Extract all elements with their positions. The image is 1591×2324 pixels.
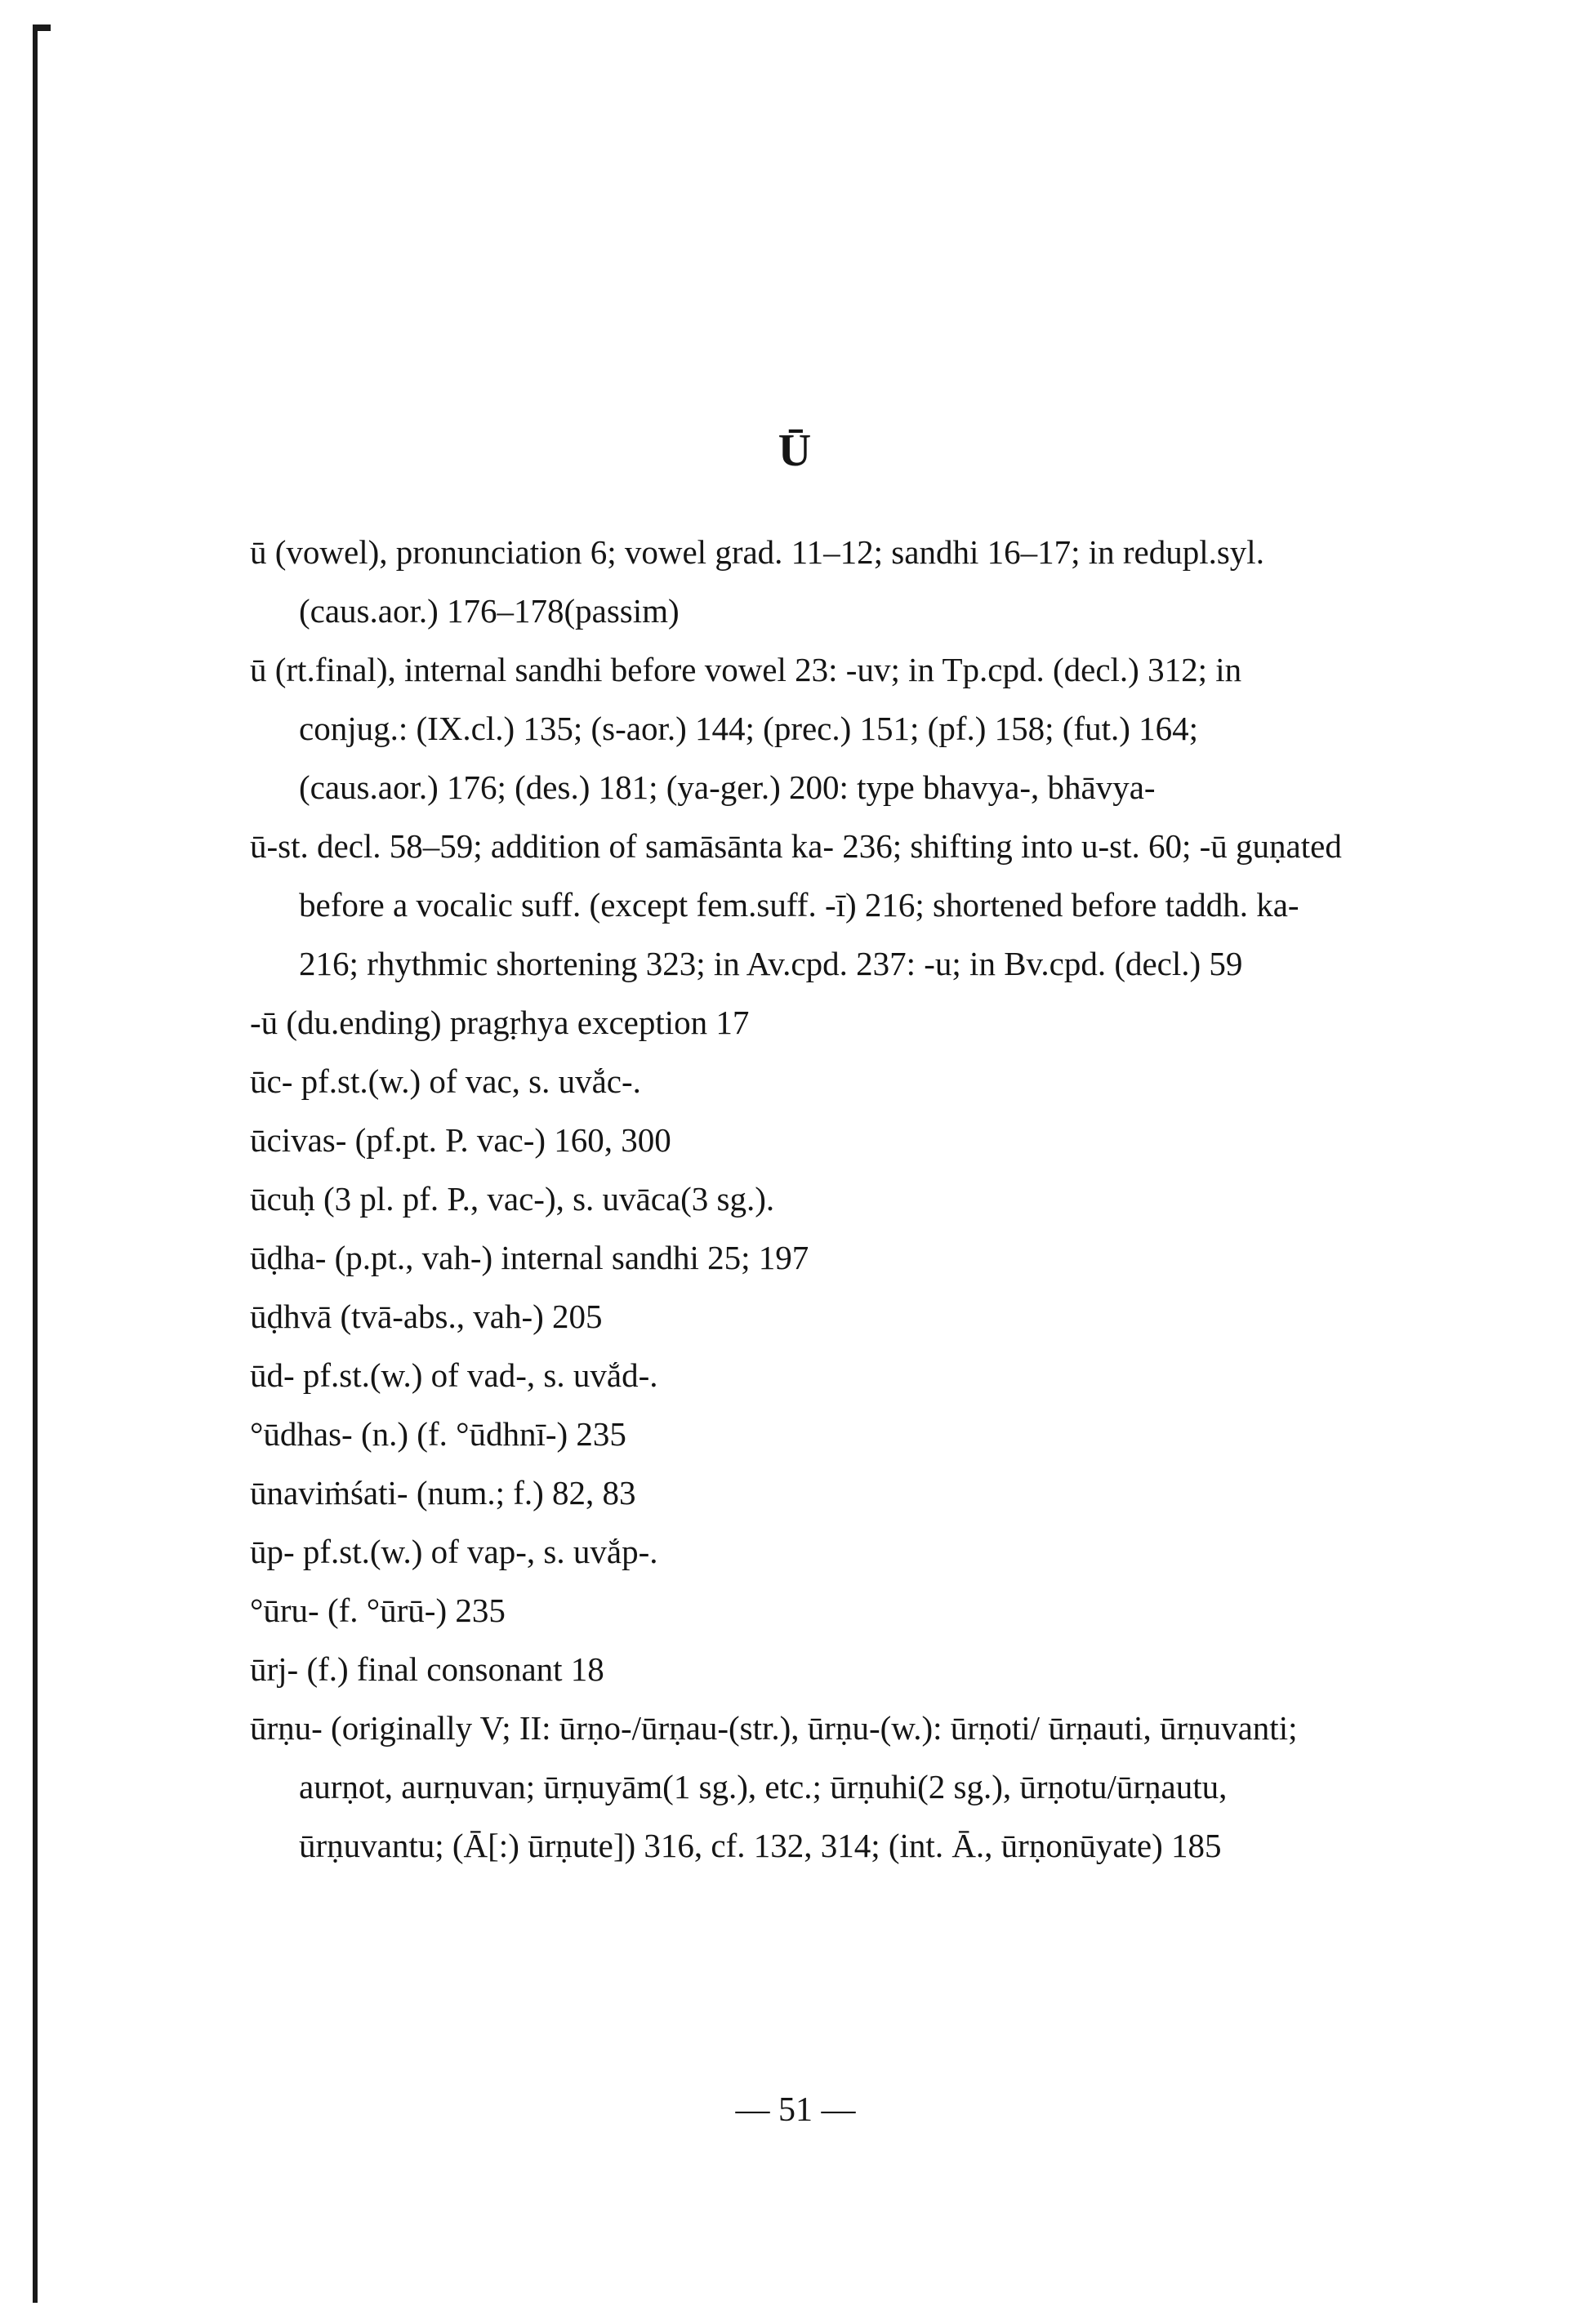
index-entry: ūnaviṁśati- (num.; f.) 82, 83	[250, 1474, 636, 1511]
index-entry: ūcivas- (pf.pt. P. vac-) 160, 300	[250, 1121, 671, 1159]
section-heading: Ū	[778, 425, 813, 476]
index-entry: ū (rt.final), internal sandhi before vowel 23: -uv; in Tp.cpd. (decl.) 312; in conjug.: (IX.cl.) 135; (s-aor.) 144; (prec.) 151; (pf.) 158; (fut.) 164; (caus.aor.) 176; (des.) 181; (ya-ger.) 200: type bhavya-, bhāvya-	[250, 651, 1242, 806]
index-entry: ū-st. decl. 58–59; addition of samāsānta ka- 236; shifting into u-st. 60; -ū guṇated before a vocalic suff. (except fem.suff. -ī) 216; shortened before taddh. ka- 216; rhythmic shortening 323; in Av.cpd. 237: -u; in Bv.cpd. (decl.) 59	[250, 827, 1342, 982]
index-entry: ūrṇu- (originally V; II: ūrṇo-/ūrṇau-(str.), ūrṇu-(w.): ūrṇoti/ ūrṇauti, ūrṇuvanti; aurṇot, aurṇuvan; ūrṇuyām(1 sg.), etc.; ūrṇuhi(2 sg.), ūrṇotu/ūrṇautu, ūrṇuvantu; (Ā[:) ūrṇute]) 316, cf. 132, 314; (int. Ā., ūrṇonūyate) 185	[250, 1709, 1298, 1864]
index-entry: °ūdhas- (n.) (f. °ūdhnī-) 235	[250, 1415, 626, 1453]
index-entry: ūc- pf.st.(w.) of vac, s. uvắc-.	[250, 1062, 641, 1100]
page-number: — 51 —	[735, 2091, 856, 2129]
index-entries	[250, 523, 1344, 1875]
index-entry: ūp- pf.st.(w.) of vap-, s. uvắp-.	[250, 1533, 658, 1570]
index-entry: ūcuḥ (3 pl. pf. P., vac-), s. uvāca(3 sg.).	[250, 1180, 775, 1218]
index-entry: ūrj- (f.) final consonant 18	[250, 1650, 604, 1688]
margin-rule-top	[33, 24, 51, 31]
index-entry: ūḍha- (p.pt., vah-) internal sandhi 25; 197	[250, 1239, 809, 1276]
index-entry: ūd- pf.st.(w.) of vad-, s. uvắd-.	[250, 1356, 658, 1394]
index-entry: -ū (du.ending) pragṛhya exception 17	[250, 1004, 750, 1041]
index-entry: ūḍhvā (tvā-abs., vah-) 205	[250, 1298, 603, 1335]
margin-rule	[33, 24, 38, 2303]
index-entry: °ūru- (f. °ūrū-) 235	[250, 1592, 506, 1629]
index-entry: ū (vowel), pronunciation 6; vowel grad. 11–12; sandhi 16–17; in redupl.syl. (caus.aor.) 176–178(passim)	[250, 533, 1264, 630]
